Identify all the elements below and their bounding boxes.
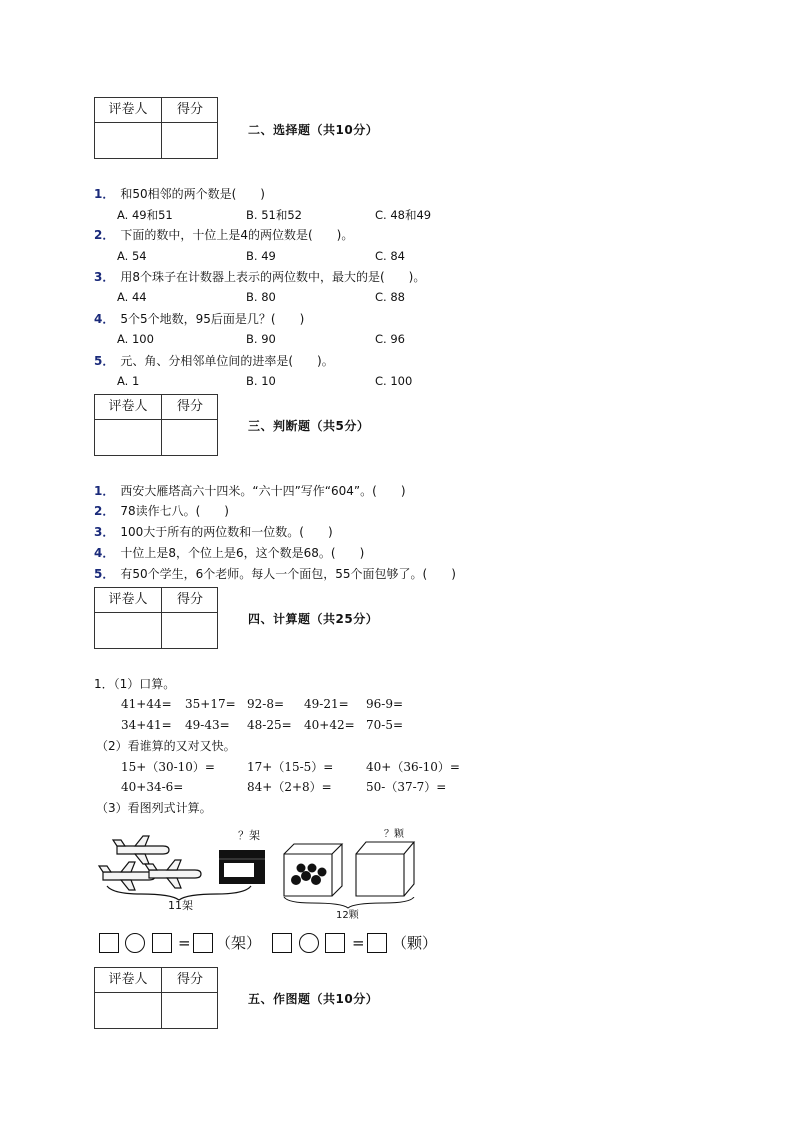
fruit-total-label: 12颗 bbox=[336, 910, 359, 921]
closed-box-icon bbox=[218, 849, 266, 885]
oral-calc-item: 40+42= bbox=[304, 718, 355, 732]
planes-total-label: 11架 bbox=[168, 899, 193, 912]
mc-question-4: 4． 5个5个地数，95后面是几？( ) bbox=[94, 312, 305, 326]
equals-sign: = bbox=[178, 934, 191, 952]
fast-calc-item: 40+34-6= bbox=[121, 780, 184, 794]
equals-sign: = bbox=[352, 934, 365, 952]
mc-option[interactable]: A. 49和51 bbox=[117, 208, 173, 222]
mc-question-5: 5． 元、角、分相邻单位间的进率是( )。 bbox=[94, 354, 334, 368]
mc-option[interactable]: A. 100 bbox=[117, 332, 154, 346]
tf-question-5: 5． 有50个学生，6个老师。每人一个面包，55个面包够了。( ) bbox=[94, 567, 456, 581]
mc-option[interactable]: B. 51和52 bbox=[246, 208, 302, 222]
section-2-title: 二、选择题（共10分） bbox=[248, 123, 379, 137]
score-label: 得分 bbox=[176, 399, 203, 414]
score-label: 得分 bbox=[176, 972, 203, 987]
reviewer-label: 评卷人 bbox=[108, 972, 148, 987]
score-label: 得分 bbox=[176, 592, 203, 607]
mc-question-2: 2． 下面的数中，十位上是4的两位数是( )。 bbox=[94, 228, 354, 242]
operator-circle[interactable] bbox=[299, 933, 319, 953]
score-label: 得分 bbox=[176, 102, 203, 117]
section-4-title: 四、计算题（共25分） bbox=[248, 612, 379, 626]
calc-part3-heading: （3）看图列式计算。 bbox=[96, 801, 212, 815]
calc-part2-heading: （2）看谁算的又对又快。 bbox=[96, 739, 236, 753]
answer-box[interactable] bbox=[325, 933, 345, 953]
tf-question-1: 1． 西安大雁塔高六十四米。“六十四”写作“604”。( ) bbox=[94, 484, 406, 498]
score-table-section-5 bbox=[94, 967, 218, 1029]
mc-option[interactable]: A. 54 bbox=[117, 249, 147, 263]
fast-calc-item: 17+（15-5）= bbox=[247, 760, 334, 774]
fast-calc-item: 40+（36-10）= bbox=[366, 760, 460, 774]
oral-calc-item: 96-9= bbox=[366, 697, 404, 711]
mc-option[interactable]: B. 49 bbox=[246, 249, 276, 263]
answer-box[interactable] bbox=[367, 933, 387, 953]
planes-question-label: ？架 bbox=[238, 829, 260, 842]
oral-calc-item: 92-8= bbox=[247, 697, 285, 711]
reviewer-label: 评卷人 bbox=[108, 102, 148, 117]
tf-question-4: 4． 十位上是8，个位上是6，这个数是68。( ) bbox=[94, 546, 365, 560]
mc-option[interactable]: C. 100 bbox=[375, 374, 413, 388]
reviewer-label: 评卷人 bbox=[108, 592, 148, 607]
fast-calc-item: 15+（30-10）= bbox=[121, 760, 215, 774]
mc-option[interactable]: C. 48和49 bbox=[375, 208, 432, 222]
oral-calc-item: 49-21= bbox=[304, 697, 349, 711]
fruit-figure bbox=[280, 838, 420, 900]
mc-option[interactable]: C. 88 bbox=[375, 290, 405, 304]
mc-option[interactable]: B. 10 bbox=[246, 374, 276, 388]
fast-calc-item: 84+（2+8）= bbox=[247, 780, 332, 794]
answer-box[interactable] bbox=[193, 933, 213, 953]
mc-option[interactable]: A. 1 bbox=[117, 374, 140, 388]
unit-planes: （架） bbox=[216, 934, 262, 952]
fruit-bracket bbox=[282, 894, 416, 906]
oral-calc-item: 34+41= bbox=[121, 718, 172, 732]
mc-question-3: 3． 用8个珠子在计数器上表示的两位数中，最大的是( )。 bbox=[94, 270, 426, 284]
score-table-section-3 bbox=[94, 394, 218, 456]
calc-part1-heading: 1．（1）口算。 bbox=[94, 677, 176, 691]
fruit-question-label: ？颗 bbox=[384, 829, 404, 840]
score-table-section-2 bbox=[94, 97, 218, 159]
operator-circle[interactable] bbox=[125, 933, 145, 953]
oral-calc-item: 41+44= bbox=[121, 697, 172, 711]
oral-calc-item: 48-25= bbox=[247, 718, 292, 732]
unit-fruit: （颗） bbox=[392, 934, 438, 952]
mc-option[interactable]: A. 44 bbox=[117, 290, 147, 304]
answer-box[interactable] bbox=[152, 933, 172, 953]
mc-option[interactable]: C. 84 bbox=[375, 249, 405, 263]
mc-option[interactable]: B. 90 bbox=[246, 332, 276, 346]
fast-calc-item: 50-（37-7）= bbox=[366, 780, 447, 794]
fruit-boxes-illustration bbox=[280, 838, 420, 900]
score-table-section-4 bbox=[94, 587, 218, 649]
mc-option[interactable]: B. 80 bbox=[246, 290, 276, 304]
reviewer-label: 评卷人 bbox=[108, 399, 148, 414]
oral-calc-item: 70-5= bbox=[366, 718, 404, 732]
answer-box[interactable] bbox=[272, 933, 292, 953]
tf-question-2: 2． 78读作七八。( ) bbox=[94, 504, 229, 518]
section-3-title: 三、判断题（共5分） bbox=[248, 419, 370, 433]
oral-calc-item: 49-43= bbox=[185, 718, 230, 732]
oral-calc-item: 35+17= bbox=[185, 697, 236, 711]
mc-question-1: 1． 和50相邻的两个数是( ) bbox=[94, 187, 265, 201]
mc-option[interactable]: C. 96 bbox=[375, 332, 405, 346]
hidden-planes-box bbox=[218, 849, 266, 885]
section-5-title: 五、作图题（共10分） bbox=[248, 992, 379, 1006]
answer-box[interactable] bbox=[99, 933, 119, 953]
tf-question-3: 3． 100大于所有的两位数和一位数。( ) bbox=[94, 525, 333, 539]
